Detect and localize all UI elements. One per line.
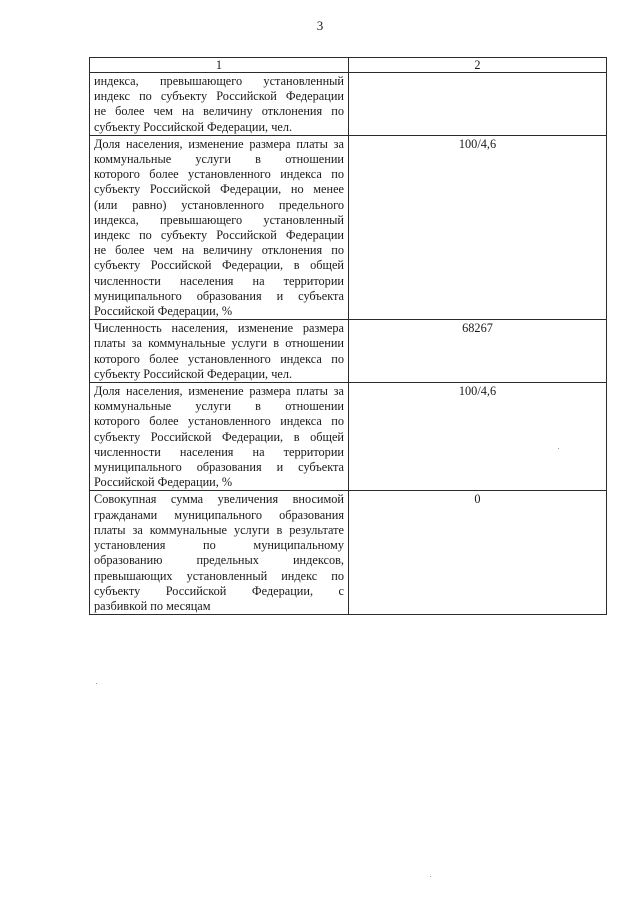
indicator-description [90, 320, 349, 383]
indicator-value: 100/4,6 [349, 383, 607, 491]
description-line: коммунальные услуги в отношении [94, 399, 344, 414]
page-number: 3 [316, 18, 324, 33]
description-line: Российской Федерации, % [94, 304, 233, 319]
description-line: субъекту Российской Федерации, чел. [94, 366, 293, 381]
description-line: гражданами муниципального образования [94, 507, 344, 522]
description-line: муниципального образования и субъекта [94, 288, 344, 303]
scan-speck [430, 876, 431, 877]
description-line: коммунальные услуги в отношении [94, 152, 344, 167]
scan-speck [558, 448, 559, 449]
scan-speck [96, 683, 97, 684]
description-line: не более чем на величину отклонения по [94, 243, 344, 258]
column-header-2: 2 [349, 58, 607, 73]
description-line: индекса, превышающего установленный [94, 212, 344, 227]
description-line: субъекту Российской Федерации, но менее [94, 182, 344, 197]
description-line: численности населения на территории [94, 444, 344, 459]
description-line: Доля населения, изменение размера платы за [94, 384, 344, 399]
indicator-description [90, 73, 349, 136]
description-line: численности населения на территории [94, 273, 344, 288]
description-line: Численность населения, изменение размера [94, 321, 344, 336]
indicator-value [349, 73, 607, 136]
description-line: которого более установленного индекса по [94, 167, 344, 182]
description-line: индекса, превышающего установленный [94, 74, 344, 88]
description-line: индекс по субъекту Российской Федерации [94, 89, 344, 104]
description-line: превышающих установленный индекс по [94, 568, 344, 583]
description-line: муниципального образования и субъекта [94, 460, 344, 475]
table-row [90, 320, 607, 383]
indicator-value: 0 [349, 491, 607, 615]
table-row [90, 135, 607, 319]
table-row [90, 73, 607, 136]
description-line: разбивкой по месяцам [94, 598, 211, 613]
description-line: не более чем на величину отклонения по [94, 104, 344, 119]
description-line: субъекту Российской Федерации, в общей [94, 258, 344, 273]
description-line: образованию предельных индексов, [94, 553, 344, 568]
description-line: индекс по субъекту Российской Федерации [94, 228, 344, 243]
indicator-description [90, 135, 349, 319]
description-line: Доля населения, изменение размера платы за [94, 136, 344, 151]
description-line: субъекту Российской Федерации, чел. [94, 119, 293, 134]
indicator-value: 68267 [349, 320, 607, 383]
description-line: которого более установленного индекса по [94, 414, 344, 429]
description-line: которого более установленного индекса по [94, 351, 344, 366]
indicator-description [90, 383, 349, 491]
table-row [90, 491, 607, 615]
description-line: Совокупная сумма увеличения вносимой [94, 492, 344, 507]
description-line: Российской Федерации, % [94, 475, 233, 490]
column-header-1: 1 [90, 58, 349, 73]
description-line: (или равно) установленного предельного [94, 197, 344, 212]
description-line: платы за коммунальные услуги в результате [94, 522, 344, 537]
description-line: субъекту Российской Федерации, с [94, 583, 344, 598]
indicator-value: 100/4,6 [349, 135, 607, 319]
indicator-description [90, 491, 349, 615]
description-line: платы за коммунальные услуги в отношении [94, 336, 344, 351]
description-line: субъекту Российской Федерации, в общей [94, 429, 344, 444]
indicators-table [89, 57, 607, 615]
description-line: установления по муниципальному [94, 538, 344, 553]
table-row [90, 383, 607, 491]
table-header-row [90, 58, 607, 73]
